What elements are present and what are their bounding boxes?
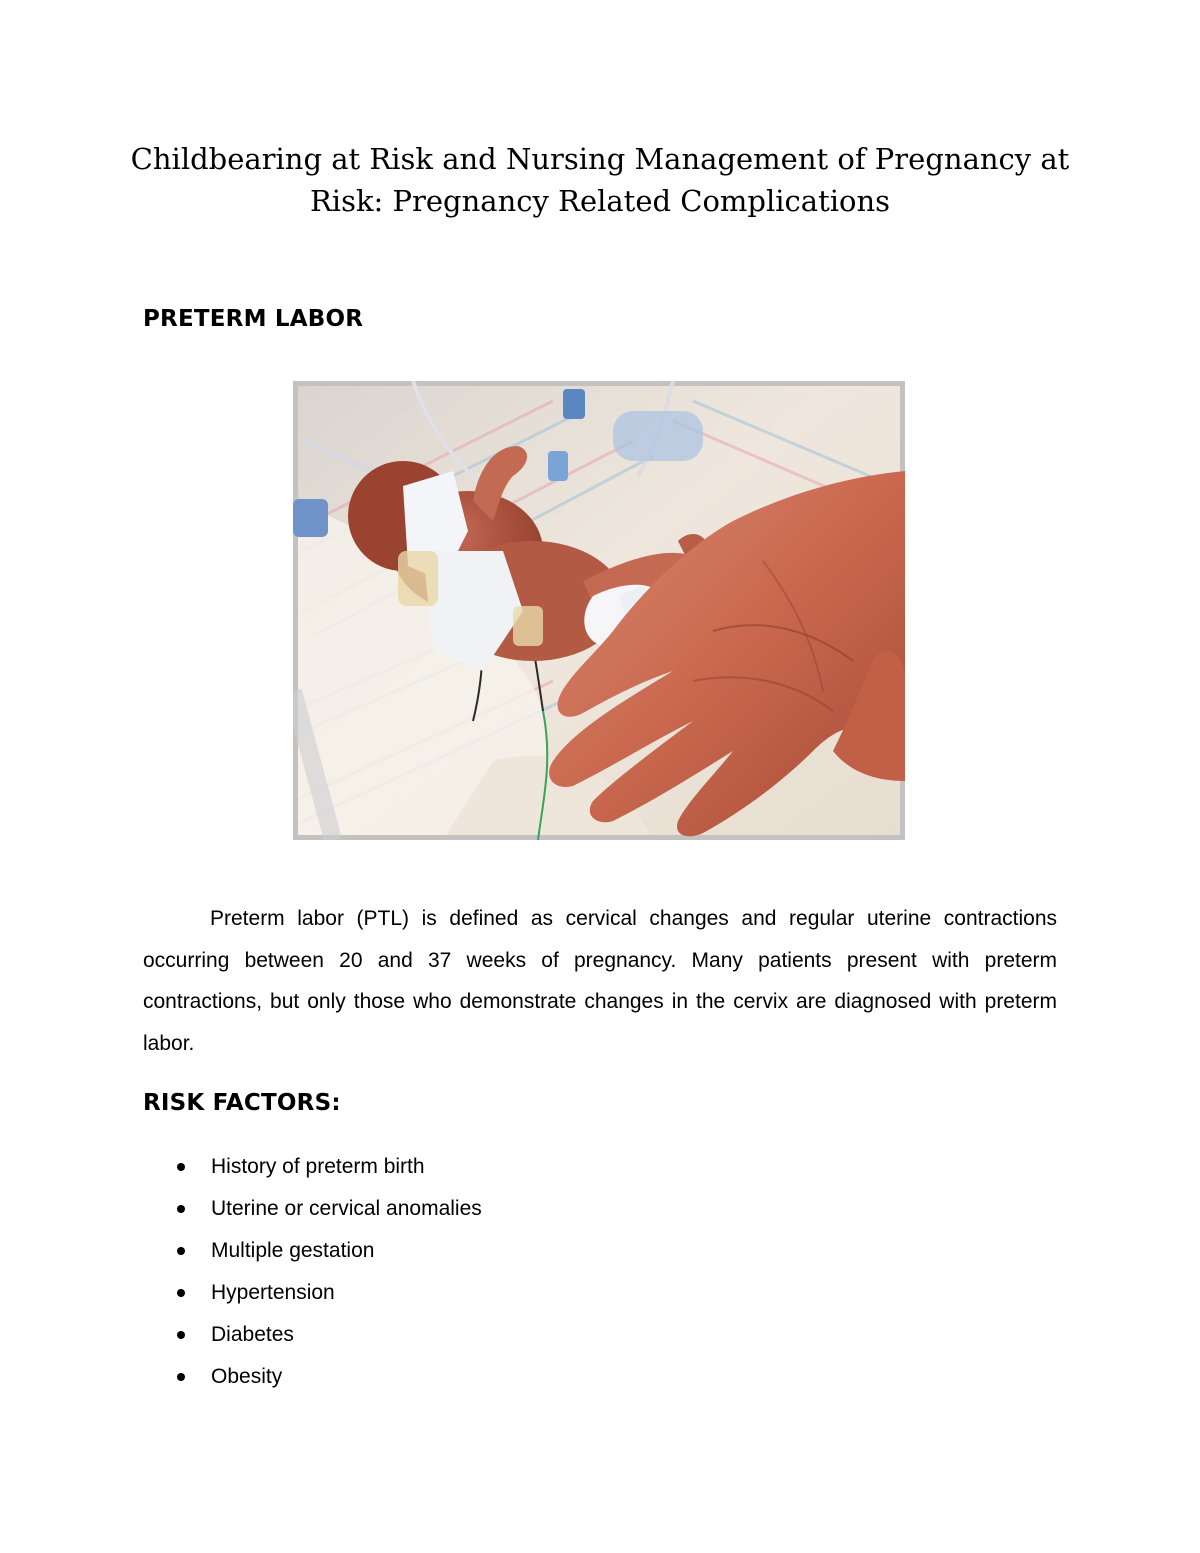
bullet-icon: [177, 1247, 185, 1255]
bullet-icon: [177, 1163, 185, 1171]
risk-factor-text: Multiple gestation: [211, 1239, 375, 1262]
title-line-1: Childbearing at Risk and Nursing Management of Pregnancy at: [130, 142, 1070, 176]
risk-factor-text: Hypertension: [211, 1281, 335, 1304]
list-item: [143, 1146, 843, 1188]
risk-factor-text: History of preterm birth: [211, 1155, 425, 1178]
heading-preterm-labor: PRETERM LABOR: [143, 306, 364, 332]
list-item: [143, 1356, 843, 1398]
bullet-icon: [177, 1331, 185, 1339]
bullet-icon: [177, 1373, 185, 1381]
list-item: [143, 1272, 843, 1314]
list-item: [143, 1188, 843, 1230]
preterm-labor-definition: Preterm labor (PTL) is defined as cervical changes and regular uterine contractions occurring between 20 and 37 weeks of pregnancy. Many patients present with preterm contractions, but only those who demonstrate changes in the cervix are diagnosed with preterm labor.: [143, 907, 1057, 1055]
heading-risk-factors: RISK FACTORS:: [143, 1090, 341, 1116]
risk-factor-text: Obesity: [211, 1365, 283, 1388]
risk-factors-list: [143, 1146, 843, 1398]
bullet-icon: [177, 1205, 185, 1213]
document-title: [120, 138, 1080, 222]
risk-factor-text: Diabetes: [211, 1323, 294, 1346]
title-line-2: Risk: Pregnancy Related Complications: [309, 184, 891, 218]
preterm-infant-photo: [293, 381, 905, 840]
risk-factor-text: Uterine or cervical anomalies: [211, 1197, 482, 1220]
list-item: [143, 1314, 843, 1356]
bullet-icon: [177, 1289, 185, 1297]
list-item: [143, 1230, 843, 1272]
